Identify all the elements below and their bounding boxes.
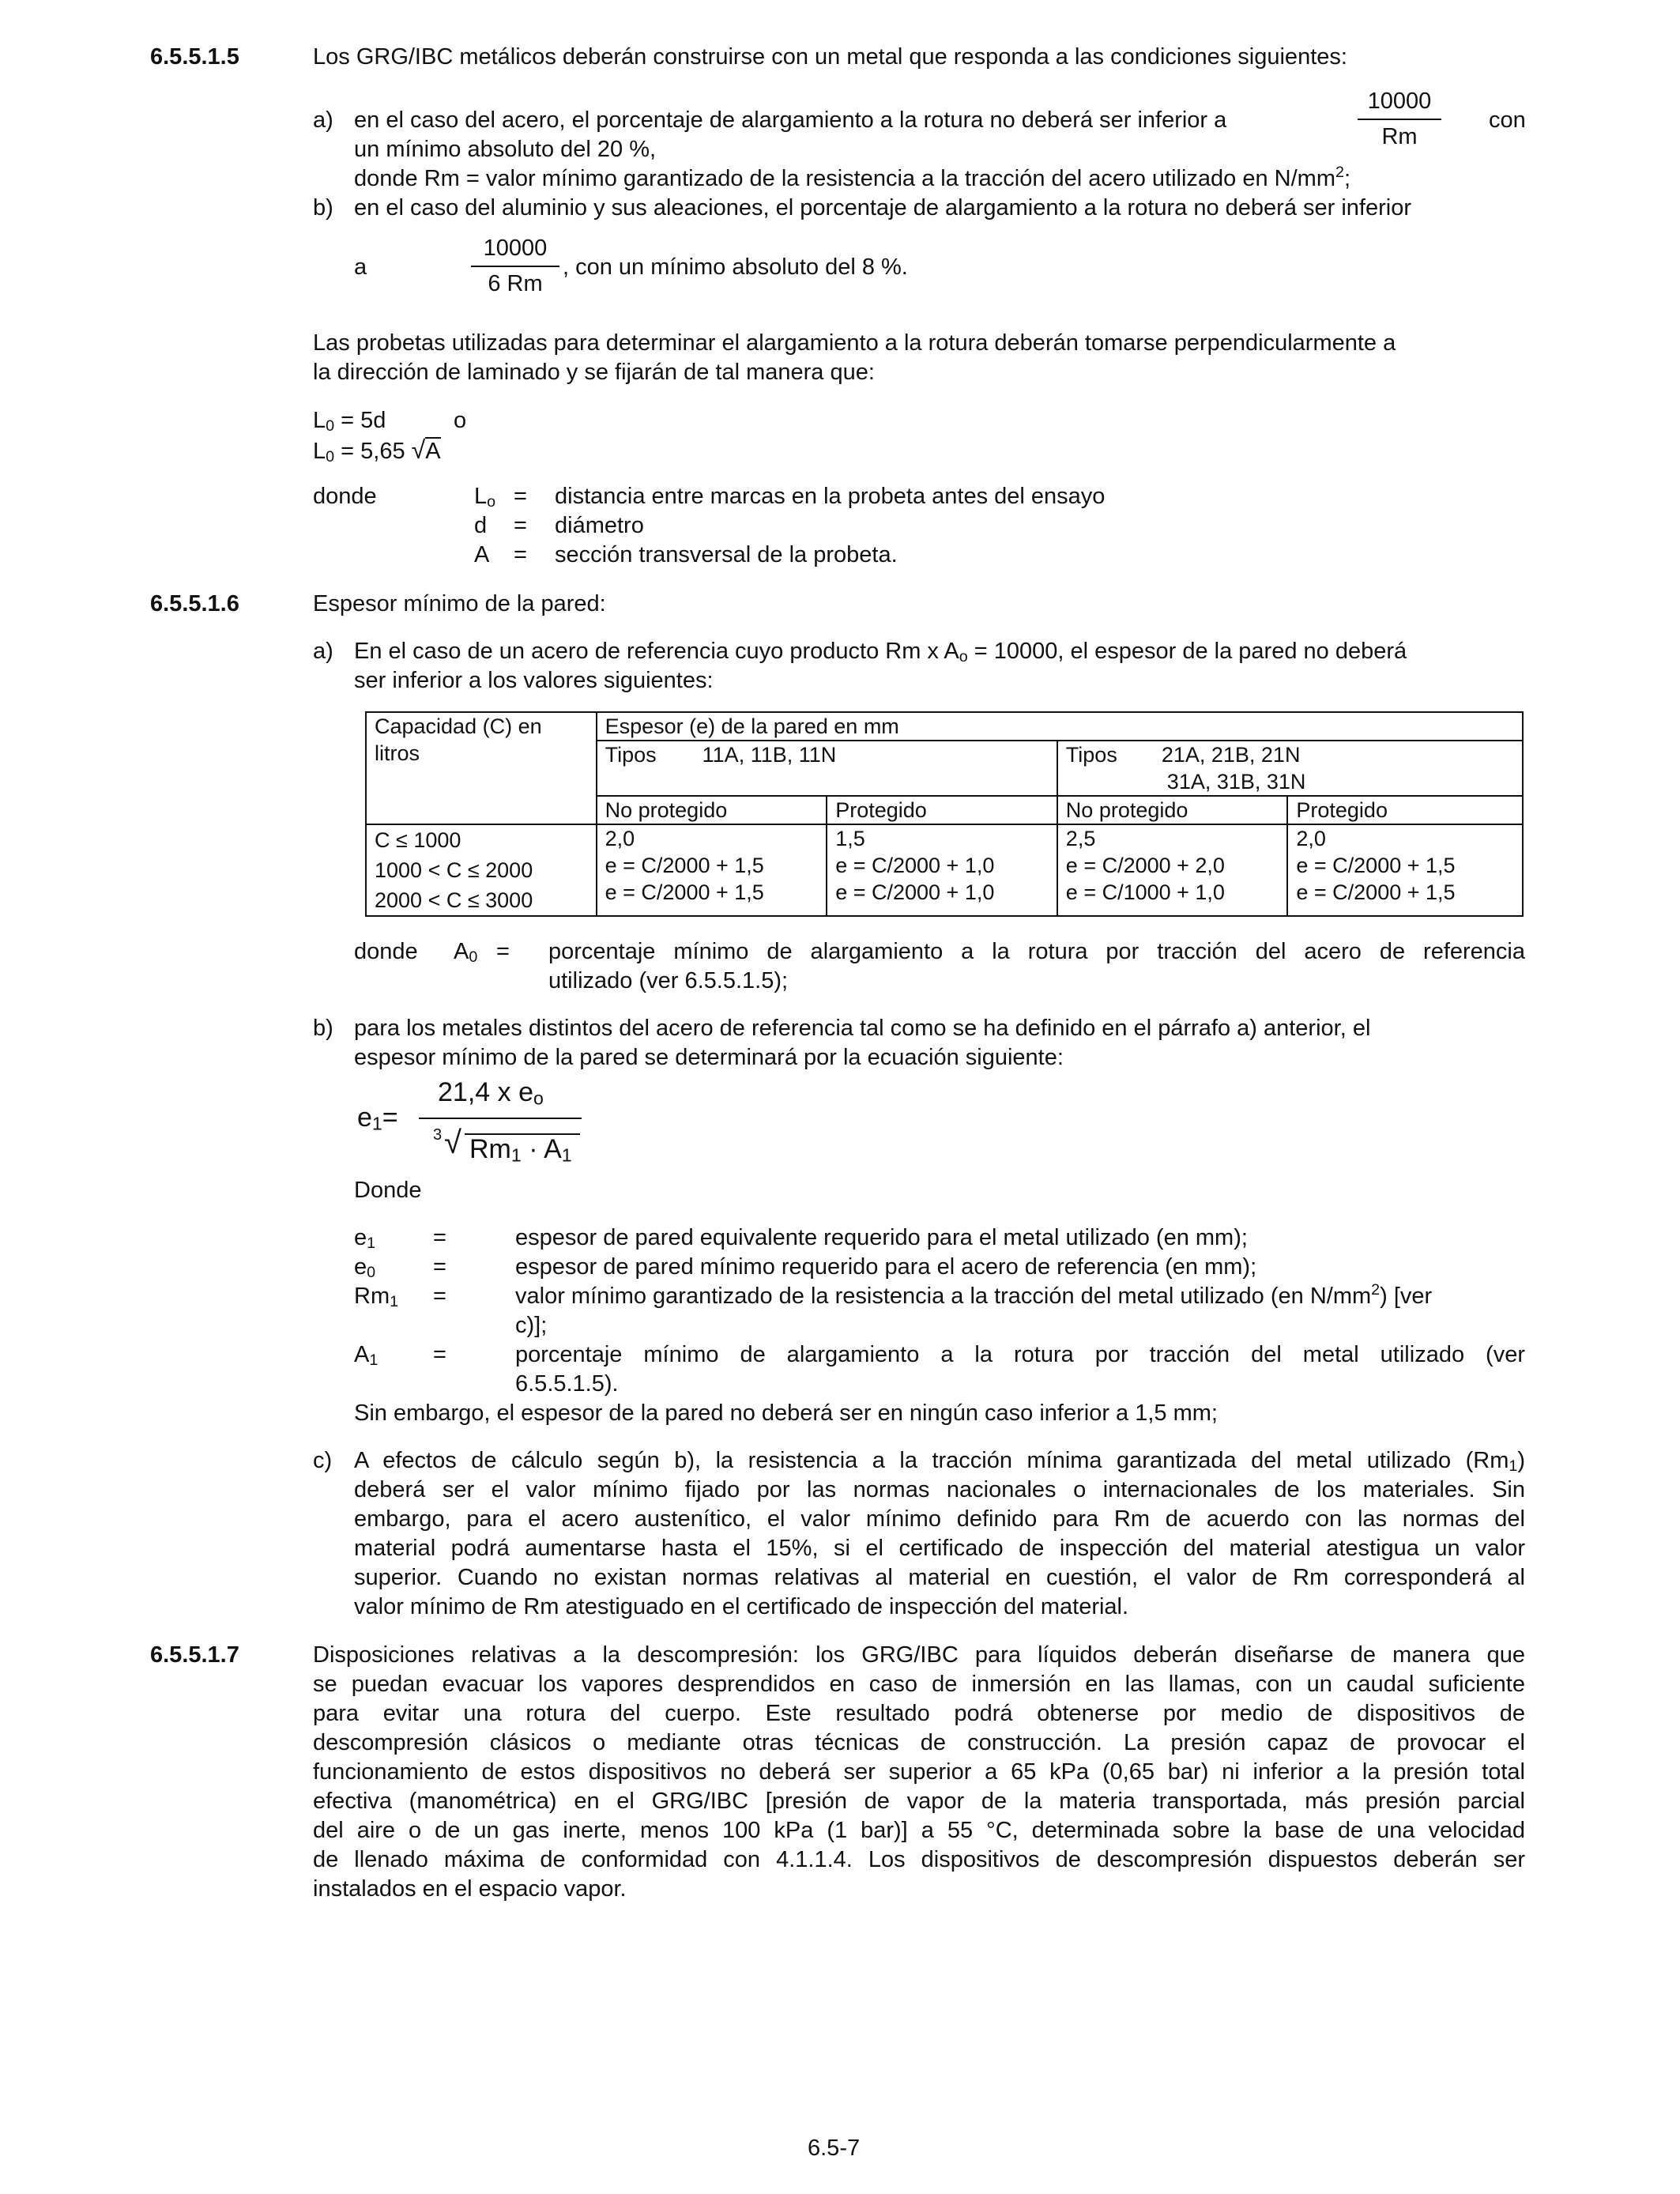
paragraph-line: descompresión clásicos o mediante otras técnicas de construcción. La presión capaz de provocar el bbox=[313, 1730, 1525, 1755]
types-group-right: Tipos 21A, 21B, 21N 31A, 31B, 31N bbox=[1057, 741, 1523, 796]
item-text: un mínimo absoluto del 20 %, bbox=[354, 137, 657, 162]
types-group-left: Tipos 11A, 11B, 11N bbox=[597, 741, 1057, 796]
sub-header: No protegido bbox=[1057, 796, 1288, 824]
donde-label: Donde bbox=[354, 1178, 422, 1203]
fraction-bar bbox=[1358, 119, 1441, 120]
fraction-numerator: 10000 bbox=[1367, 89, 1432, 114]
item-text: , con un mínimo absoluto del 8 %. bbox=[563, 254, 908, 280]
table-cell: 2,0 e = C/2000 + 1,5 e = C/2000 + 1,5 bbox=[597, 824, 827, 916]
paragraph-line: instalados en el espacio vapor. bbox=[313, 1876, 627, 1902]
thickness-header: Espesor (e) de la pared en mm bbox=[597, 712, 1523, 741]
def-text: porcentaje mínimo de alargamiento a la rotura por tracción del acero de referencia bbox=[548, 939, 1525, 964]
fraction-bar bbox=[471, 266, 559, 267]
paragraph-line: valor mínimo de Rm atestiguado en el certificado de inspección del material. bbox=[354, 1594, 1129, 1619]
wall-thickness-table bbox=[365, 711, 1524, 917]
item-text: a bbox=[354, 254, 367, 280]
formula-line: $L_0 = 5d$ bbox=[313, 408, 386, 435]
capacity-header: Capacidad (C) en litros bbox=[366, 712, 597, 824]
var-text: c)]; bbox=[515, 1313, 548, 1338]
paragraph-line: funcionamiento de estos dispositivos no deberá ser superior a 65 kPa (0,65 bar) ni inferior a la presión total bbox=[313, 1759, 1525, 1785]
def-symbol: $A_0$ bbox=[454, 939, 478, 966]
item-text: En el caso de un acero de referencia cuyo producto Rm x $A_o = 10000$, el espesor de la pared no deberá bbox=[354, 639, 1407, 665]
root-sign: √ bbox=[444, 1125, 461, 1160]
equation-numerator: 21,4 x $e_o$ bbox=[438, 1077, 544, 1109]
def-text: diámetro bbox=[555, 513, 644, 538]
item-text: en el caso del acero, el porcentaje de alargamiento a la rotura no deberá ser inferior a bbox=[354, 107, 1227, 133]
def-symbol: d bbox=[474, 513, 488, 538]
var-text: 6.5.5.1.5). bbox=[515, 1371, 619, 1397]
section-title: Los GRG/IBC metálicos deberán construirse con un metal que responda a las condiciones siguientes: bbox=[313, 44, 1347, 70]
fraction-denominator: 6 Rm bbox=[488, 271, 543, 296]
fraction bbox=[1358, 87, 1441, 152]
item-text: en el caso del aluminio y sus aleaciones, el porcentaje de alargamiento a la rotura no deberá ser inferior bbox=[354, 195, 1412, 221]
paragraph-line: superior. Cuando no existan normas relativas al material en cuestión, el valor de Rm corresponderá al bbox=[354, 1565, 1525, 1590]
root-index: 3 bbox=[433, 1126, 443, 1144]
def-text: sección transversal de la probeta. bbox=[555, 542, 898, 567]
paragraph-line: material podrá aumentarse hasta el 15%, si el certificado de inspección del material atestigua un valor bbox=[354, 1536, 1525, 1561]
item-label: b) bbox=[313, 1016, 333, 1041]
def-equals: = bbox=[514, 513, 527, 538]
paragraph-line: deberá ser el valor mínimo fijado por las normas nacionales o internacionales de los materiales. Sin bbox=[354, 1477, 1525, 1502]
paragraph-line: Sin embargo, el espesor de la pared no deberá ser en ningún caso inferior a 1,5 mm; bbox=[354, 1400, 1218, 1426]
paragraph-line: para evitar una rotura del cuerpo. Este resultado podrá obtenerse por medio de dispositivos de bbox=[313, 1701, 1525, 1726]
capacity-value: C ≤ 1000 bbox=[375, 828, 461, 852]
item-text: ser inferior a los valores siguientes: bbox=[354, 668, 714, 693]
sub-header: No protegido bbox=[597, 796, 827, 824]
equation-lhs: $e_1=$ bbox=[357, 1103, 398, 1134]
capacity-values bbox=[366, 824, 597, 916]
paragraph-line: se puedan evacuar los vapores desprendidos en caso de inmersión en las llamas, con un caudal suficiente bbox=[313, 1672, 1525, 1697]
fraction bbox=[471, 234, 559, 299]
fraction-denominator: Rm bbox=[1381, 124, 1418, 149]
section-number: 6.5.5.1.5 bbox=[150, 44, 239, 70]
page-number: 6.5-7 bbox=[808, 2136, 861, 2161]
formula-line: $L_0 = 5,65$ √A bbox=[313, 435, 441, 466]
def-equals: = bbox=[496, 939, 510, 964]
capacity-value: 1000 < C ≤ 2000 bbox=[375, 858, 533, 882]
def-symbol: $L_o$ bbox=[474, 484, 496, 511]
sub-header: Protegido bbox=[827, 796, 1057, 824]
equation-fraction-bar bbox=[419, 1118, 582, 1119]
var-text: porcentaje mínimo de alargamiento a la rotura por tracción del metal utilizado (ver bbox=[515, 1342, 1525, 1367]
var-symbol: $e_1$ bbox=[354, 1225, 376, 1252]
paragraph-line: la dirección de laminado y se fijarán de tal manera que: bbox=[313, 360, 875, 385]
paragraph-line: efectiva (manométrica) en el GRG/IBC [presión de vapor de la materia transportada, más presión parcial bbox=[313, 1789, 1525, 1814]
var-text: espesor de pared mínimo requerido para el acero de referencia (en mm); bbox=[515, 1254, 1257, 1280]
paragraph-line: embargo, para el acero austenítico, el valor mínimo definido para Rm de acuerdo con las normas del bbox=[354, 1506, 1525, 1532]
var-equals: = bbox=[433, 1342, 446, 1367]
var-equals: = bbox=[433, 1284, 446, 1309]
item-label: a) bbox=[313, 639, 333, 664]
fraction-numerator: 10000 bbox=[483, 236, 548, 261]
var-equals: = bbox=[433, 1254, 446, 1280]
table-cell: 2,0 e = C/2000 + 1,5 e = C/2000 + 1,5 bbox=[1287, 824, 1523, 916]
var-symbol: $A_1$ bbox=[354, 1342, 379, 1369]
donde-label: donde bbox=[354, 939, 418, 964]
item-label: b) bbox=[313, 195, 333, 221]
var-symbol: $e_0$ bbox=[354, 1254, 376, 1281]
def-symbol: A bbox=[474, 542, 490, 567]
sub-header: Protegido bbox=[1287, 796, 1523, 824]
paragraph-line: Las probetas utilizadas para determinar el alargamiento a la rotura deberán tomarse perpendicularmente a bbox=[313, 330, 1396, 356]
def-text: distancia entre marcas en la probeta antes del ensayo bbox=[555, 484, 1106, 509]
section-number: 6.5.5.1.6 bbox=[150, 591, 239, 616]
var-symbol: $Rm_1$ bbox=[354, 1284, 399, 1310]
item-text: donde Rm = valor mínimo garantizado de la resistencia a la tracción del acero utilizado en $N/mm^2$; bbox=[354, 164, 1351, 191]
table-cell: 1,5 e = C/2000 + 1,0 e = C/2000 + 1,0 bbox=[827, 824, 1057, 916]
equation-denominator: $Rm_1 \cdot A_1$ bbox=[469, 1134, 572, 1166]
paragraph-line: Disposiciones relativas a la descompresión: los GRG/IBC para líquidos deberán diseñarse de manera que bbox=[313, 1642, 1525, 1668]
var-text: valor mínimo garantizado de la resistencia a la tracción del metal utilizado (en $N/mm^2$) [ver bbox=[515, 1281, 1433, 1309]
def-text: utilizado (ver 6.5.5.1.5); bbox=[548, 968, 789, 993]
var-equals: = bbox=[433, 1225, 446, 1250]
capacity-value: 2000 < C ≤ 3000 bbox=[375, 888, 533, 912]
var-text: espesor de pared equivalente requerido para el metal utilizado (en mm); bbox=[515, 1225, 1248, 1250]
item-text: para los metales distintos del acero de referencia tal como se ha definido en el párrafo a) anterior, el bbox=[354, 1016, 1371, 1041]
section-number: 6.5.5.1.7 bbox=[150, 1642, 239, 1668]
formula-connector: o bbox=[454, 408, 467, 433]
paragraph-line: A efectos de cálculo según b), la resistencia a la tracción mínima garantizada del metal utilizado $(Rm_1)$ bbox=[354, 1448, 1525, 1475]
def-equals: = bbox=[514, 484, 527, 509]
paragraph-line: del aire o de un gas inerte, menos 100 kPa (1 bar)] a 55 °C, determinada sobre la base de una velocidad bbox=[313, 1818, 1525, 1843]
item-text: con bbox=[1489, 107, 1526, 133]
item-label: a) bbox=[313, 107, 333, 133]
def-equals: = bbox=[514, 542, 527, 567]
section-title: Espesor mínimo de la pared: bbox=[313, 591, 606, 616]
donde-label: donde bbox=[313, 484, 377, 509]
item-text: espesor mínimo de la pared se determinará por la ecuación siguiente: bbox=[354, 1045, 1064, 1070]
item-label: c) bbox=[313, 1448, 333, 1473]
table-cell: 2,5 e = C/2000 + 2,0 e = C/1000 + 1,0 bbox=[1057, 824, 1288, 916]
paragraph-line: de llenado máxima de conformidad con 4.1.1.4. Los dispositivos de descompresión dispuestos deberán ser bbox=[313, 1847, 1525, 1872]
